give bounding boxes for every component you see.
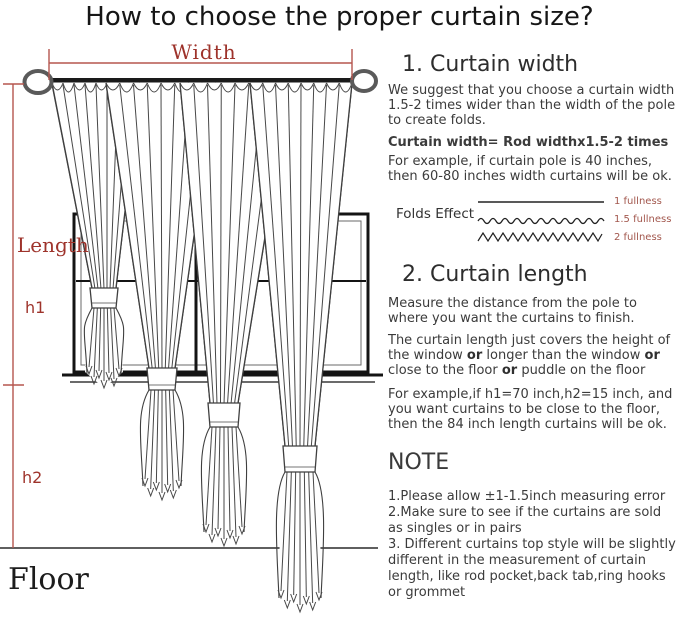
- note-heading: NOTE: [388, 450, 450, 475]
- info-column: [386, 0, 679, 617]
- length-paragraph-2: The curtain length just covers the height of the window or longer than the window or close to the floor or puddle on the floor: [388, 333, 671, 378]
- length-paragraph-3: For example,if h1=70 inch,h2=15 inch, and you want curtains to be close to the floor, then the 84 inch length curtains will be ok.: [388, 387, 673, 432]
- note-item: 2.Make sure to see if the curtains are sold as singles or in pairs: [388, 505, 662, 536]
- length-paragraph-1: Measure the distance from the pole to where you want the curtains to finish.: [388, 296, 637, 326]
- note-list: [388, 489, 679, 601]
- wavy-line-icon: [476, 212, 606, 226]
- section-width-heading: 1. Curtain width: [402, 52, 579, 77]
- page-title: How to choose the proper curtain size?: [85, 2, 594, 32]
- width-paragraph-2: For example, if curtain pole is 40 inches, then 60-80 inches width curtains will be ok.: [388, 154, 672, 184]
- fold-row-1-fullness: [476, 194, 662, 208]
- note-item: 3. Different curtains top style will be slightly different in the measurement of curtain length, like rod pocket,back tab,ring hooks or grommet: [388, 537, 676, 600]
- floor-label: Floor: [8, 562, 89, 597]
- folds-effect-legend: [386, 192, 679, 252]
- note-item: 1.Please allow ±1-1.5inch measuring error: [388, 489, 666, 504]
- h1-label: h1: [25, 298, 46, 317]
- fullness-label: 1 fullness: [614, 195, 662, 207]
- section-length-heading: 2. Curtain length: [402, 262, 588, 287]
- fullness-label: 2 fullness: [614, 231, 662, 243]
- straight-line-icon: [476, 194, 606, 208]
- width-paragraph-1: We suggest that you choose a curtain width 1.5-2 times wider than the width of the pole to create folds.: [388, 83, 676, 128]
- fullness-label: 1.5 fullness: [614, 213, 672, 225]
- width-formula: Curtain width= Rod widthx1.5-2 times: [388, 135, 669, 150]
- zigzag-line-icon: [476, 229, 606, 245]
- rod-ring-left: [25, 71, 52, 93]
- folds-effect-label: Folds Effect: [396, 206, 475, 222]
- h2-label: h2: [22, 468, 43, 487]
- fold-row-2-fullness: [476, 230, 662, 244]
- rod-ring-right: [352, 71, 376, 91]
- fold-row-1-5-fullness: [476, 212, 671, 226]
- width-label: Width: [171, 40, 237, 64]
- length-label: Length: [17, 233, 89, 257]
